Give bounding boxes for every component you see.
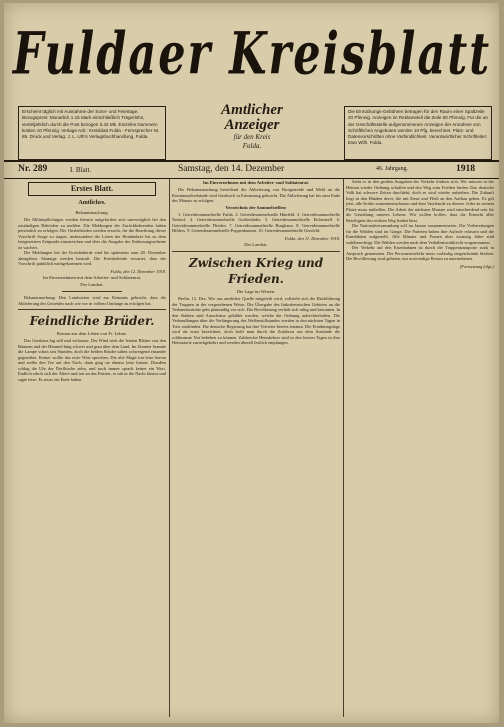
official-gazette-label [204, 103, 300, 151]
signatory-role: Der Landrat. [80, 282, 104, 287]
feuilleton-text: Das Gutshaus lag still und verlassen. Der Wind trieb die letzten Blätter von den Bäumen und der Himmel hing schwer und grau über dem Land. Im Zimmer brannte die Lampe schon seit Stunden, doch die beiden Brüder saßen schweigend einander gegenüber. Keiner wollte das erste Wort sprechen. Die alte Magd trat leise herein und stellte den Tee auf den Tisch, dann ging sie ebenso leise hinaus. Draußen schlug die Uhr der Dorfkirche zehn, und noch immer sprach keiner ein Wort. Endlich erhob sich der Ältere und trat an das Fenster, er sah in die Nacht hinaus und sagte leise: Es muss ein Ende haben. [18, 338, 166, 382]
column-3 [346, 179, 494, 719]
article-text: Die Militärpflichtigen werden hiermit aufgefordert sich unverzüglich bei den zuständigen Behörden zu melden. Die Meldungen der Zurückkehrenden haben persönlich zu erfolgen. Die Ortsbehörden werden ersucht, für die Beachtung dieser Vorschrift Sorge zu tragen, insbesondere die Listen der Heimkehrer bis zu dem festgesetzten Zeitpunkt einzureichen und über die Ausgabe der Entlassungsscheine zu wachen. [18, 217, 166, 250]
column-divider [343, 179, 344, 717]
subscription-info-box: Erscheint täglich mit Ausnahme der Sonn- und Feiertage. Bezugspreis: Monatlich 1.15 Mark einschließlich Trägerlohn, vierteljährlich durch die Post bezogen 3.42 Mk. Einzelne Nummern kosten 10 Pfennig. Verlags-Adr.: Kreisblatt Fulda - Fernsprecher Nr. 85. Druck und Verlag: J. L. Uth's Verlagsbuchhandlung, Fulda. [18, 106, 166, 160]
column-divider [169, 179, 170, 717]
article-text: Bekanntmachung. Den Landwirten wird zur Kenntnis gebracht, dass die Ablieferung des Getreides nach wie vor in vollem Umfange zu erfolgen hat. [18, 295, 166, 306]
sheet-label: I. Blatt. [70, 166, 92, 174]
center-line-2: Anzeiger [224, 117, 280, 133]
signatory-role: Der Landrat. [244, 242, 268, 247]
newspaper-title: Fuldaer Kreisblatt [12, 21, 492, 89]
continued-note: (Fortsetzung folgt.) [459, 263, 494, 269]
column-1 [18, 179, 166, 719]
center-line-4: Fulda. [242, 142, 262, 150]
divider [18, 309, 166, 310]
collection-points-list: 1. Getreidesammelstelle Fulda. 2. Getreidesammelstelle Hünfeld. 3. Getreidesammelstelle Neuhof. 4. Getreidesammelstelle Großenlüder. 5. Getreidesammelstelle Eichenzell. 6. Getreidesammelstelle Flieden. 7. Getreidesammelstelle Burghaun. 8. Getreidesammelstelle Hilders. 9. Getreidesammelstelle Poppenhausen. 10. Getreidesammelstelle Gersfeld. [172, 211, 340, 233]
list-heading: Verzeichnis der Sammelstellen: [225, 204, 287, 210]
divider [62, 291, 121, 292]
council-heading: Im Einvernehmen mit dem Arbeiter- und Soldatenrat. [202, 180, 310, 185]
article-signature: Fulda, den 12. Dezember 1918. [110, 268, 166, 274]
subheading-announcement: Bekanntmachung. [75, 210, 109, 215]
article-text: Steht er in den großen Ausgaben der Verkehr fördern sich. Wir müssen in der Heimat wieder Ordnung schaffen und den Weg zum Frieden finden. Das deutsche Volk hat schwere Zeiten durchlebt, doch es wird wieder aufstehen. Die Zukunft liegt in den Händen derer, die mit Ernst und Fleiß an den Aufbau gehen. Es gilt jetzt, alle Kräfte zusammenzufassen und dem Vaterlande zu dienen. Jeder an seinem Platze muss mithelfen. Die Arbeit der nächsten Monate wird entscheidend sein für die Gestaltung unseres Lebens. Wir wollen hoffen, dass die Einsicht aller Beteiligten den rechten Weg finden lässt. [346, 179, 494, 223]
feuilleton-subheading: Roman aus dem Leben von Fr. Lehne. [56, 331, 128, 336]
council-note: Im Einvernehmen mit dem Arbeiter- und Soldatenrat. [42, 275, 142, 280]
issue-date: Samstag, den 14. Dezember [178, 164, 285, 174]
first-sheet-label: Erstes Blatt. [28, 182, 156, 196]
issue-year: 1918 [456, 164, 475, 174]
section-heading-official: Amtliches. [78, 200, 106, 206]
feuilleton-heading: Feindliche Brüder. [29, 314, 155, 328]
dateline [4, 160, 499, 179]
article-signature: Fulda, den 11. Dezember 1918. [284, 235, 340, 241]
advertising-rates-box: Die Einrückungs-Gebühren betragen für den Raum einer Spaltzeile 20 Pfennig. Anzeigen im Reklameteil die Zeile 60 Pfennig. Für die an der Geschäftsstelle aufgenommenen Anzeigen der Annahme von Schriftlichen Angeboten werden 10 Pfg. berechnet. Platz- und Datenvorschriften ohne Verbindlichkeit. Verantwortlicher Schriftleiter: Ewo Wilh. Fulda. [344, 106, 492, 160]
newspaper-page [4, 3, 499, 723]
article-text: Die Nationalversammlung soll im Januar zusammentreten. Die Vorbereitungen für die Wahlen sind im Gange. Die Parteien haben ihre Aufrufe erlassen und die Kandidaten aufgestellt. Alle Männer und Frauen über zwanzig Jahre sind wahlberechtigt. Die Wahlen werden nach dem Verhältniswahlrecht vorgenommen. [346, 223, 494, 245]
article-text: Die Meldungen bei der Kreisbehörde sind bis spätestens zum 20. Dezember abzugeben. Säumige werden bestraft. Die Kreisbehörde erwartet, dass der Vorschrift pünktlich nachgekommen wird. [18, 250, 166, 266]
issue-number: Nr. 289 [18, 164, 48, 174]
divider [172, 251, 340, 252]
news-article-text: Berlin, 13. Dez. Wie aus amtlicher Quelle mitgeteilt wird, vollzieht sich die Rückführung der Truppen in der vorgesehenen Weise. Die Übergabe des linksrheinischen Gebietes an die Verbandsmächte geht planmäßig vor sich. Die Bevölkerung verhält sich ruhig und besonnen. In den Städten sind Ausschüsse gebildet worden, welche die Ordnung aufrechterhalten. Die Verhandlungen über die Verlängerung des Waffenstillstandes werden in den nächsten Tagen in Trier stattfinden. Die deutsche Regierung hat ihre Vertreter bereits ernannt. Die Ernährungslage wird als ernst bezeichnet, doch hofft man durch die Zufuhren aus dem Auslande die schlimmste Not beheben zu können. Zahlreiche Heimkehrer sind in den letzten Tagen in ihre Heimatorte zurückgekehrt und werden überall festlich empfangen. [172, 296, 340, 345]
center-line-1: Amtlicher [221, 102, 283, 118]
article-text: Der Verkehr auf den Eisenbahnen ist durch die Truppentransporte stark in Anspruch genommen. Der Personenverkehr muss vorläufig eingeschränkt bleiben. Die Bevölkerung wird gebeten, nur notwendige Reisen zu unternehmen. [346, 245, 494, 261]
column-2 [172, 179, 340, 719]
war-and-peace-subheading: Die Lage im Westen. [236, 289, 276, 294]
article-text: Die Bekanntmachung betreffend die Ablieferung von Brotgetreide und Mehl an die Kommunalverbände wird hierdurch in Erinnerung gebracht. Die Ablieferung hat bis zum Ende des Monats zu erfolgen. [172, 187, 340, 203]
masthead [4, 3, 499, 103]
volume-label: 46. Jahrgang. [376, 166, 409, 172]
war-and-peace-heading: Zwischen Krieg und Frieden. [188, 256, 324, 286]
center-line-3: für den Kreis [233, 133, 271, 141]
